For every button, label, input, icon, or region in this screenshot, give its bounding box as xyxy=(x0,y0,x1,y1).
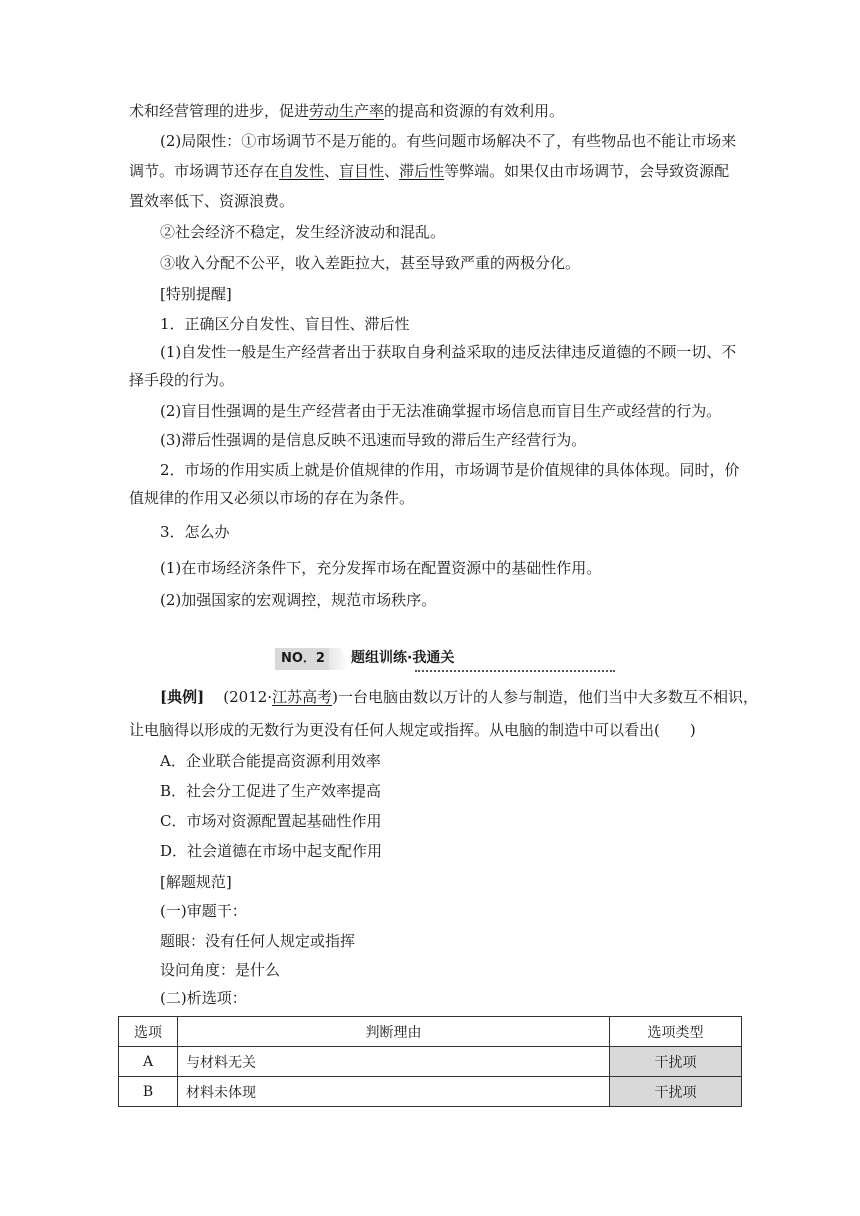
paragraph-line: 置效率低下、资源浪费。 xyxy=(129,192,295,210)
text-span: 调节。市场调节还存在 xyxy=(129,162,280,180)
paragraph-line: ③收入分配不公平，收入差距拉大，甚至导致严重的两极分化。 xyxy=(160,254,581,272)
solution-line: (二)析选项： xyxy=(160,989,247,1007)
paragraph-line: (2)加强国家的宏观调控，规范市场秩序。 xyxy=(160,591,437,609)
table-cell: 材料未体现 xyxy=(178,1077,610,1107)
text-span: (2012· xyxy=(223,688,273,706)
underlined-term: 盲目性 xyxy=(339,162,385,180)
paragraph-line: 2．市场的作用实质上就是价值规律的作用，市场调节是价值规律的具体体现。同时，价 xyxy=(160,461,740,479)
table-header-cell: 选项 xyxy=(119,1017,178,1047)
option-b: B．社会分工促进了生产效率提高 xyxy=(160,782,382,800)
banner-title: 题组训练·我通关 xyxy=(351,650,455,666)
section-banner xyxy=(275,645,615,673)
table-cell: B xyxy=(119,1077,178,1107)
solution-line: 题眼：没有任何人规定或指挥 xyxy=(160,932,356,950)
banner-number: NO．2 xyxy=(275,648,329,670)
paragraph-line: (1)自发性一般是生产经营者出于获取自身利益采取的违反法律违反道德的不顾一切、不 xyxy=(160,343,737,361)
table-header-cell: 选项类型 xyxy=(610,1017,742,1047)
table-header-cell: 判断理由 xyxy=(178,1017,610,1047)
underlined-term: 自发性 xyxy=(279,162,325,180)
option-c: C．市场对资源配置起基础性作用 xyxy=(160,812,382,830)
table-cell: 干扰项 xyxy=(610,1047,742,1077)
paragraph-line: (3)滞后性强调的是信息反映不迅速而导致的滞后生产经营行为。 xyxy=(160,431,587,449)
text-span: )一台电脑由数以万计的人参与制造，他们当中大多数互不相识， xyxy=(332,688,758,706)
example-line xyxy=(160,687,772,707)
solution-line: 设问角度：是什么 xyxy=(160,961,281,979)
paragraph-line: 值规律的作用又必须以市场的存在为条件。 xyxy=(129,489,415,507)
option-d: D．社会道德在市场中起支配作用 xyxy=(160,842,383,860)
section-label: [解题规范] xyxy=(160,873,232,891)
section-label: [特别提醒] xyxy=(160,285,232,303)
paragraph-line: 3．怎么办 xyxy=(160,523,230,541)
underlined-term: 劳动生产率 xyxy=(309,102,385,120)
table-cell: A xyxy=(119,1047,178,1077)
text-span: 的提高和资源的有效利用。 xyxy=(384,102,565,120)
table-header-row xyxy=(119,1017,742,1047)
paragraph-line xyxy=(129,101,741,121)
text-span: 术和经营管理的进步，促进 xyxy=(129,102,310,120)
example-line: 让电脑得以形成的无数行为更没有任何人规定或指挥。从电脑的制造中可以看出( ) xyxy=(129,721,696,739)
text-span: 、 xyxy=(324,162,340,180)
example-tag: [典例] xyxy=(160,688,205,706)
option-a: A．企业联合能提高资源利用效率 xyxy=(160,752,381,770)
paragraph-line xyxy=(129,161,741,181)
paragraph-line: ②社会经济不稳定，发生经济波动和混乱。 xyxy=(160,223,446,241)
underlined-term: 滞后性 xyxy=(399,162,445,180)
text-span: 、 xyxy=(384,162,400,180)
table-row xyxy=(119,1047,742,1077)
paragraph-line: (2)盲目性强调的是生产经营者由于无法准确掌握市场信息而盲目生产或经营的行为。 xyxy=(160,402,722,420)
underlined-term: 江苏高考 xyxy=(272,688,333,706)
text-span: 等弊端。如果仅由市场调节，会导致资源配 xyxy=(444,162,730,180)
banner-arrow-decoration xyxy=(329,648,349,670)
paragraph-line: 择手段的行为。 xyxy=(129,371,235,389)
table-row xyxy=(119,1077,742,1107)
analysis-table xyxy=(118,1016,742,1107)
paragraph-line: (2)局限性：①市场调节不是万能的。有些问题市场解决不了，有些物品也不能让市场来 xyxy=(160,132,737,150)
table-cell: 与材料无关 xyxy=(178,1047,610,1077)
paragraph-line: (1)在市场经济条件下，充分发挥市场在配置资源中的基础性作用。 xyxy=(160,559,602,577)
solution-line: (一)审题干： xyxy=(160,902,247,920)
table-cell: 干扰项 xyxy=(610,1077,742,1107)
paragraph-line: 1．正确区分自发性、盲目性、滞后性 xyxy=(160,315,410,333)
banner-dotted-rule xyxy=(415,658,615,672)
